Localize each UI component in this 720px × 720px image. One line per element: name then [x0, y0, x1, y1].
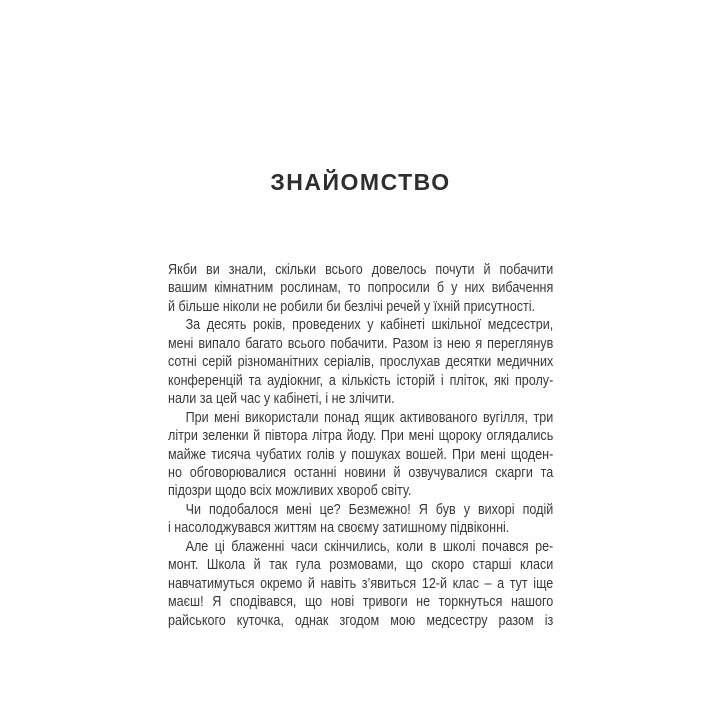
- text-line: конференцій та аудіокниг, а кількість історій і пліток, які пролу-: [168, 371, 554, 389]
- text-line: За десять років, проведених у кабінеті шкільної медсестри,: [185, 316, 554, 334]
- chapter-body-text: [168, 261, 553, 630]
- chapter-title: ЗНАЙОМСТВО: [270, 169, 451, 195]
- text-line: сотні серій різноманітних серіалів, прослухав десятки медичних: [168, 353, 554, 371]
- text-line: й більше ніколи не робили би безлічі речей у їхній присутності.: [168, 297, 536, 315]
- text-line: майже тисяча чубатих голів у пошуках вошей. При мені щоден-: [168, 445, 554, 463]
- text-line: Чи подобалося мені це? Безмежно! Я був у вихорі подій: [185, 500, 554, 518]
- text-line: підозри щодо всіх можливих хвороб світу.: [168, 482, 412, 500]
- text-line: навчатимуться окремо й навіть з’явиться 12-й клас – а тут іще: [168, 574, 554, 592]
- text-line: монт. Школа й так гула розмовами, що скоро старші класи: [168, 556, 554, 574]
- text-line: нали за цей час у кабінеті, і не злічити.: [168, 390, 395, 408]
- text-line: При мені використали понад ящик активованого вугілля, три: [185, 408, 554, 426]
- text-line: Але ці блаженні часи скінчились, коли в школі почався ре-: [185, 537, 554, 555]
- text-line: літри зеленки й півтора літра йоду. При мені щороку оглядались: [168, 427, 554, 445]
- text-line: мені випало багато всього побачити. Разом із нею я переглянув: [168, 334, 554, 352]
- text-line: райського куточка, однак згодом мою медсестру разом із: [168, 611, 554, 629]
- text-line: і насолоджувався життям на своєму затишному підвіконні.: [168, 519, 510, 537]
- text-line: вашим кімнатним рослинам, то попросили б у них вибачення: [168, 279, 554, 297]
- text-line: Якби ви знали, скільки всього довелось почути й побачити: [168, 261, 554, 278]
- text-line: но обговорювалися останні новини й озвучувалися скарги та: [168, 463, 554, 481]
- text-line: маєш! Я сподівався, що нові тривоги не торкнуться нашого: [168, 593, 554, 611]
